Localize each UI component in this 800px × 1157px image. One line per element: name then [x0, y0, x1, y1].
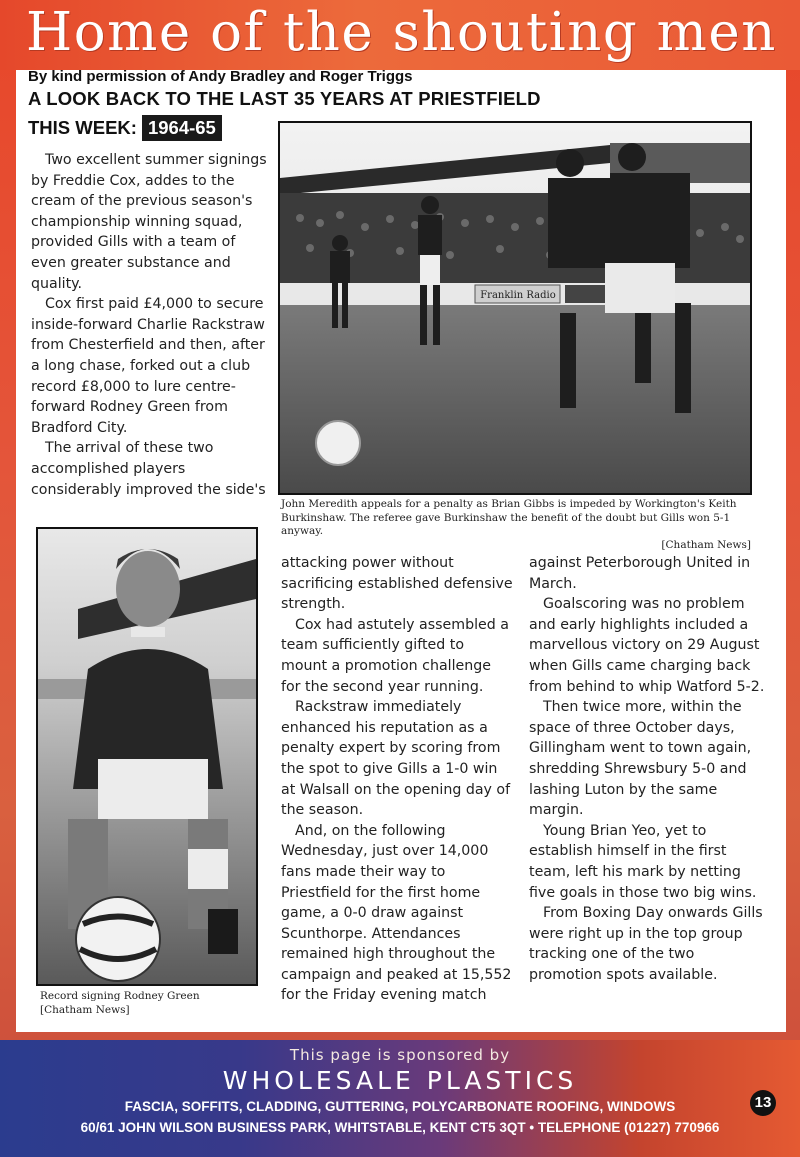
- this-week-label: THIS WEEK:: [28, 117, 137, 138]
- match-photo-credit: [Chatham News]: [661, 538, 751, 551]
- paragraph: The arrival of these two accomplished players considerably improved the side's: [31, 440, 266, 498]
- paragraph: Two excellent summer signings by Freddie Cox, addes to the cream of the previous season's championship winning squad, provided Gills with a team of even greater substance and quality.: [31, 152, 267, 292]
- article-column-3: [529, 553, 765, 985]
- portrait-photo-credit: [Chatham News]: [40, 1003, 130, 1016]
- match-photo-caption: [281, 498, 751, 552]
- paragraph: Rackstraw immediately enhanced his reputation as a penalty expert by scoring from the spot to give Gills a 1-0 win at Walsall on the opening day of the season.: [281, 699, 511, 819]
- paragraph: Goalscoring was no problem and early highlights included a marvellous victory on 29 August when Gills came charging back from behind to whip Watford 5-2.: [529, 596, 765, 695]
- page-number: 13: [750, 1090, 776, 1116]
- season-badge: 1964-65: [142, 115, 222, 141]
- sponsor-name: WHOLESALE PLASTICS: [222, 1066, 578, 1095]
- match-caption-text: John Meredith appeals for a penalty as Brian Gibbs is impeded by Workington's Keith Burkinshaw. The referee gave Burkinshaw the benefit of the doubt but Gills won 5-1 anyway.: [281, 498, 737, 537]
- paragraph-continued: attacking power without sacrificing established defensive strength.: [281, 555, 513, 613]
- match-photo: [278, 121, 752, 495]
- paragraph-continued: against Peterborough United in March.: [529, 555, 751, 592]
- advert-board-text: Franklin Radio: [480, 290, 556, 301]
- page-title: Home of the shouting men: [26, 2, 777, 63]
- portrait-photo-caption: [40, 990, 255, 1017]
- article-column-1: [31, 150, 271, 500]
- byline: By kind permission of Andy Bradley and Roger Triggs: [28, 68, 413, 85]
- paragraph: Cox first paid £4,000 to secure inside-forward Charlie Rackstraw from Chesterfield and then, after a long chase, forked out a club record £8,000 to lure centre-forward Rodney Green from Bradford City.: [31, 296, 265, 436]
- paragraph: Then twice more, within the space of three October days, Gillingham went to town again, shredding Shrewsbury 5-0 and lashing Luton by the same margin.: [529, 699, 752, 819]
- paragraph: From Boxing Day onwards Gills were right up in the top group tracking one of the two promotion spots available.: [529, 905, 763, 983]
- portrait-caption-text: Record signing Rodney Green: [40, 990, 200, 1002]
- paragraph: Cox had astutely assembled a team sufficiently gifted to mount a promotion challenge for the second year running.: [281, 616, 509, 695]
- portrait-photo-image: [38, 529, 256, 984]
- match-photo-image: [280, 123, 750, 493]
- paragraph: Young Brian Yeo, yet to establish himself in the first team, left his mark by netting five goals in those two big wins.: [529, 822, 757, 901]
- portrait-photo: [36, 527, 258, 986]
- sponsor-services: FASCIA, SOFFITS, CLADDING, GUTTERING, POLYCARBONATE ROOFING, WINDOWS: [124, 1099, 676, 1114]
- sponsor-intro: This page is sponsored by: [289, 1046, 511, 1064]
- article-column-2: [281, 553, 513, 1006]
- sponsor-address: 60/61 JOHN WILSON BUSINESS PARK, WHITSTABLE, KENT CT5 3QT • TELEPHONE (01227) 770966: [80, 1120, 720, 1135]
- this-week-heading: [28, 115, 222, 141]
- masthead-banner: [0, 0, 800, 70]
- article-kicker: A LOOK BACK TO THE LAST 35 YEARS AT PRIESTFIELD: [28, 88, 541, 109]
- paragraph: And, on the following Wednesday, just over 14,000 fans made their way to Priestfield for the first home game, a 0-0 draw against Scunthorpe. Attendances remained high throughout the campaign and peaked at 15,552 for the Friday evening match: [281, 822, 512, 1004]
